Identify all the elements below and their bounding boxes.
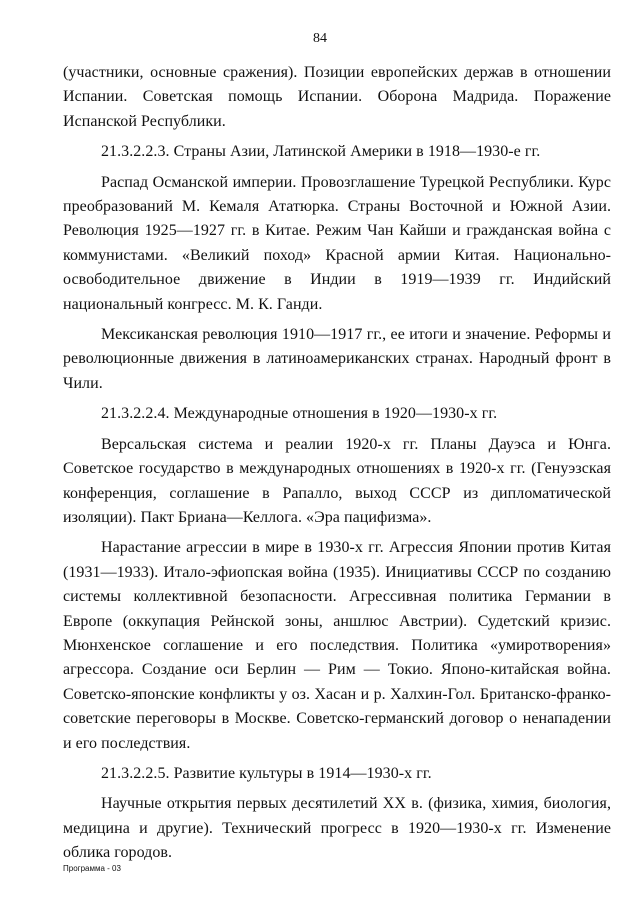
section-heading-asia-latin-america: 21.3.2.2.3. Страны Азии, Латинской Америки в 1918—1930-е гг. [101, 143, 541, 161]
footer-label: Программа - 03 [63, 864, 121, 873]
section-heading-international-relations: 21.3.2.2.4. Международные отношения в 1920—1930-х гг. [101, 405, 498, 423]
document-body [63, 61, 611, 872]
paragraph-growing-aggression: Нарастание агрессии в мире в 1930-х гг. Агрессия Японии против Китая (1931—1933). Итало-эфиопская война (1935). Инициативы СССР по созданию системы коллективной безопасности. Агрессивная политика Германии в Европе (оккупация Рейнской зоны, аншлюс Австрии). Судетский кризис. Мюнхенское соглашение и его последствия. Политика «умиротворения» агрессора. Создание оси Берлин — Рим — Токио. Японо-китайская война. Советско-японские конфликты у оз. Хасан и р. Халхин-Гол. Британско-франко-советские переговоры в Москве. Советско-германский договор о ненападении и его последствия. [63, 539, 611, 752]
page-number: 84 [313, 31, 327, 46]
paragraph-latin-america: Мексиканская революция 1910—1917 гг., ее итоги и значение. Реформы и революционные движения в латиноамериканских странах. Народный фронт в Чили. [63, 326, 611, 392]
paragraph-asia: Распад Османской империи. Провозглашение Турецкой Республики. Курс преобразований М. Кемаля Ататюрка. Страны Восточной и Южной Азии. Революция 1925—1927 гг. в Китае. Режим Чан Кайши и гражданская война с коммунистами. «Великий поход» Красной армии Китая. Национально-освободительное движение в Индии в 1919—1939 гг. Индийский национальный конгресс. М. К. Ганди. [63, 173, 611, 313]
paragraph-spain-continuation: (участники, основные сражения). Позиции европейских держав в отношении Испании. Советская помощь Испании. Оборона Мадрида. Поражение Испанской Республики. [63, 64, 611, 130]
paragraph-science-technology: Научные открытия первых десятилетий XX в. (физика, химия, биология, медицина и другие). Технический прогресс в 1920—1930-х гг. Изменение облика городов. [63, 795, 611, 862]
paragraph-versailles-system: Версальская система и реалии 1920-х гг. Планы Дауэса и Юнга. Советское государство в международных отношениях в 1920-х гг. (Генуэзская конференция, соглашение в Рапалло, выход СССР из дипломатической изоляции). Пакт Бриана—Келлога. «Эра пацифизма». [63, 435, 611, 526]
section-heading-culture: 21.3.2.2.5. Развитие культуры в 1914—1930-х гг. [101, 764, 432, 782]
